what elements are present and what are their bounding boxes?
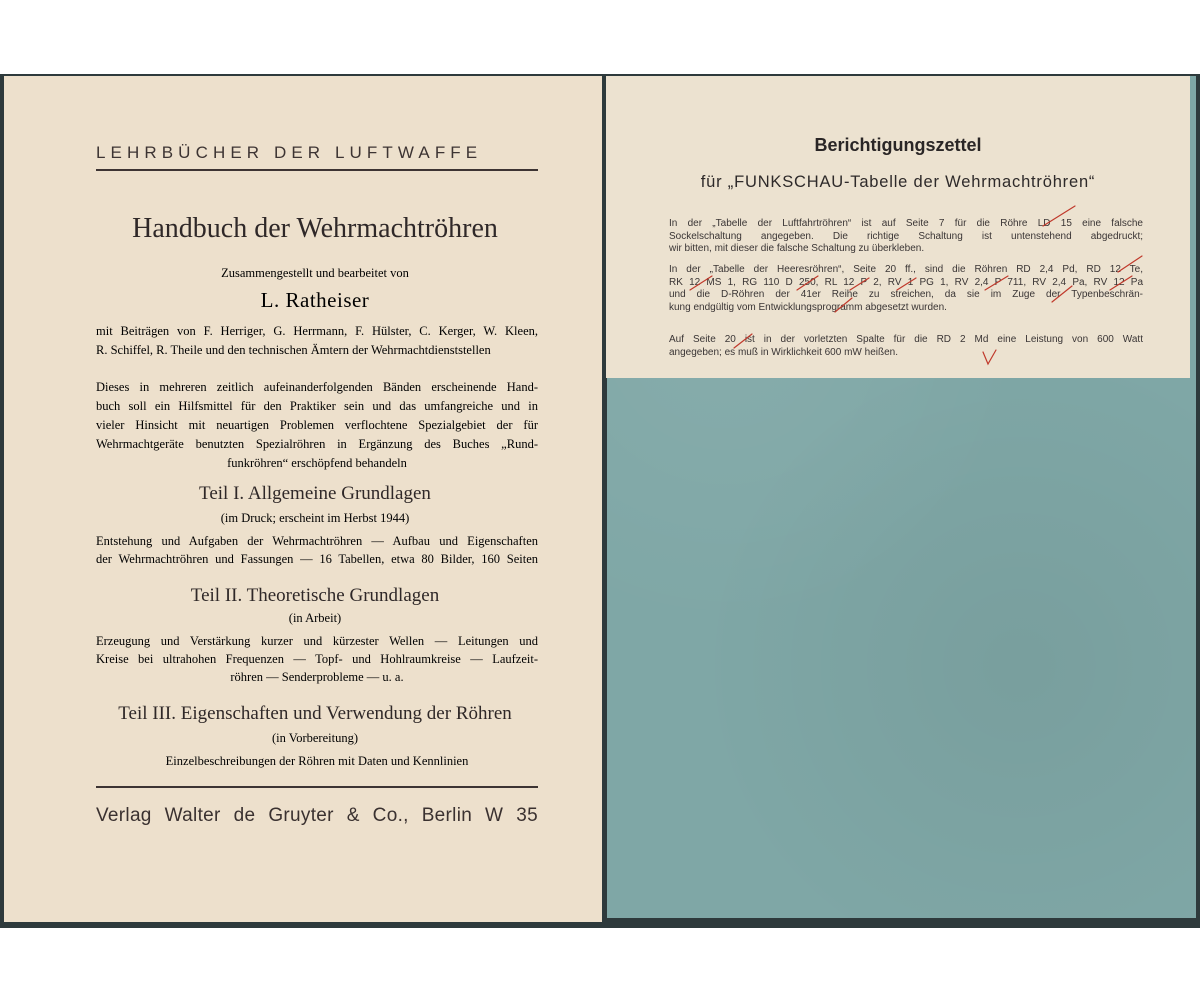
contributors xyxy=(96,322,538,360)
part-2-title: Teil II. Theoretische Grundlagen xyxy=(190,585,440,606)
description-line: Wehrmachtgeräte benutzten Spezialröhren in Ergänzung des Buches „Rund- xyxy=(96,437,538,451)
slip-line: In der „Tabelle der Heeresröhren“, Seite 20 ff., sind die Röhren RD 2,4 Pd, RD 12 Te, xyxy=(669,264,1143,275)
slip-line: und die D-Röhren der 41er Reihe zu streichen, da sie im Zuge der Typenbeschrän- xyxy=(669,289,1143,300)
publisher-rule xyxy=(96,786,538,788)
book-description xyxy=(96,378,538,473)
author-name: L. Ratheiser xyxy=(260,288,370,312)
part-1-title: Teil I. Allgemeine Grundlagen xyxy=(199,483,431,504)
contributors-line: mit Beiträgen von F. Herriger, G. Herrmann, F. Hülster, C. Kerger, W. Kleen, xyxy=(96,324,538,338)
description-line: Dieses in mehreren zeitlich aufeinanderfolgenden Bänden erscheinende Hand- xyxy=(96,380,538,394)
part-1-description-line: Entstehung und Aufgaben der Wehrmachtröhren — Aufbau und Eigenschaften xyxy=(96,534,538,548)
slip-line: wir bitten, mit dieser die falsche Schaltung zu überkleben. xyxy=(669,243,925,254)
description-line: buch soll ein Hilfsmittel für den Praktiker sein und das umfangreiche und in xyxy=(96,399,538,413)
slip-line: Auf Seite 20 ist in der vorletzten Spalte für die RD 2 Md eine Leistung von 600 Watt xyxy=(669,334,1143,345)
part-3-description-line: Einzelbeschreibungen der Röhren mit Daten und Kennlinien xyxy=(165,754,469,768)
slip-subtitle: für „FUNKSCHAU-Tabelle der Wehrmachtröhren“ xyxy=(700,173,1096,191)
publisher-line: Verlag Walter de Gruyter & Co., Berlin W 35 xyxy=(96,805,538,826)
description-line: funkröhren“ erschöpfend behandeln xyxy=(227,456,407,470)
compiled-by-line: Zusammengestellt und bearbeitet von xyxy=(221,266,409,280)
slip-paragraph-1 xyxy=(669,218,1143,256)
part-3-description xyxy=(96,752,538,770)
part-3-title: Teil III. Eigenschaften und Verwendung der Röhren xyxy=(118,703,512,724)
slip-line: Sockelschaltung angegeben. Die richtige Schaltung ist untenstehend abgedruckt; xyxy=(669,230,1143,242)
part-1-description xyxy=(96,532,538,568)
slip-paragraph-2 xyxy=(669,264,1143,314)
part-2-description-line: röhren — Senderprobleme — u. a. xyxy=(230,670,404,684)
part-1-status: (im Druck; erscheint im Herbst 1944) xyxy=(220,511,410,525)
part-2-description xyxy=(96,632,538,686)
book-title: Handbuch der Wehrmachtröhren xyxy=(132,213,498,244)
slip-line: kung endgültig vom Entwicklungsprogramm abgesetzt wurden. xyxy=(669,301,947,313)
description-line: vieler Hinsicht mit neuartigen Problemen verflochtene Spezialgebiet der für xyxy=(96,418,538,432)
part-2-description-line: Kreise bei ultrahohen Frequenzen — Topf- und Hohlraumkreise — Laufzeit- xyxy=(96,652,538,666)
slip-paragraph-3 xyxy=(669,334,1143,359)
slip-line: RK 12 MS 1, RG 110 D 250, RL 12 P 2, RV 1 PG 1, RV 2,4 P 711, RV 2,4 Pa, RV 12 Pa xyxy=(669,276,1143,288)
part-3-status: (in Vorbereitung) xyxy=(272,731,358,745)
slip-line: In der „Tabelle der Luftfahrtröhren“ ist auf Seite 7 für die Röhre LD 15 eine falsche xyxy=(669,218,1143,229)
part-1-description-line: der Wehrmachtröhren und Fassungen — 16 Tabellen, etwa 80 Bilder, 160 Seiten xyxy=(96,552,538,566)
part-2-description-line: Erzeugung und Verstärkung kurzer und kürzester Wellen — Leitungen und xyxy=(96,634,538,648)
slip-heading: Berichtigungszettel xyxy=(814,135,982,155)
slip-line: angegeben; es muß in Wirklichkeit 600 mW heißen. xyxy=(669,346,898,358)
series-title: LEHRBÜCHER DER LUFTWAFFE xyxy=(96,143,483,162)
series-title-rule xyxy=(96,169,538,171)
part-2-status: (in Arbeit) xyxy=(288,611,342,625)
contributors-line: R. Schiffel, R. Theile und den technischen Ämtern der Wehrmachtdienststellen xyxy=(96,343,491,357)
